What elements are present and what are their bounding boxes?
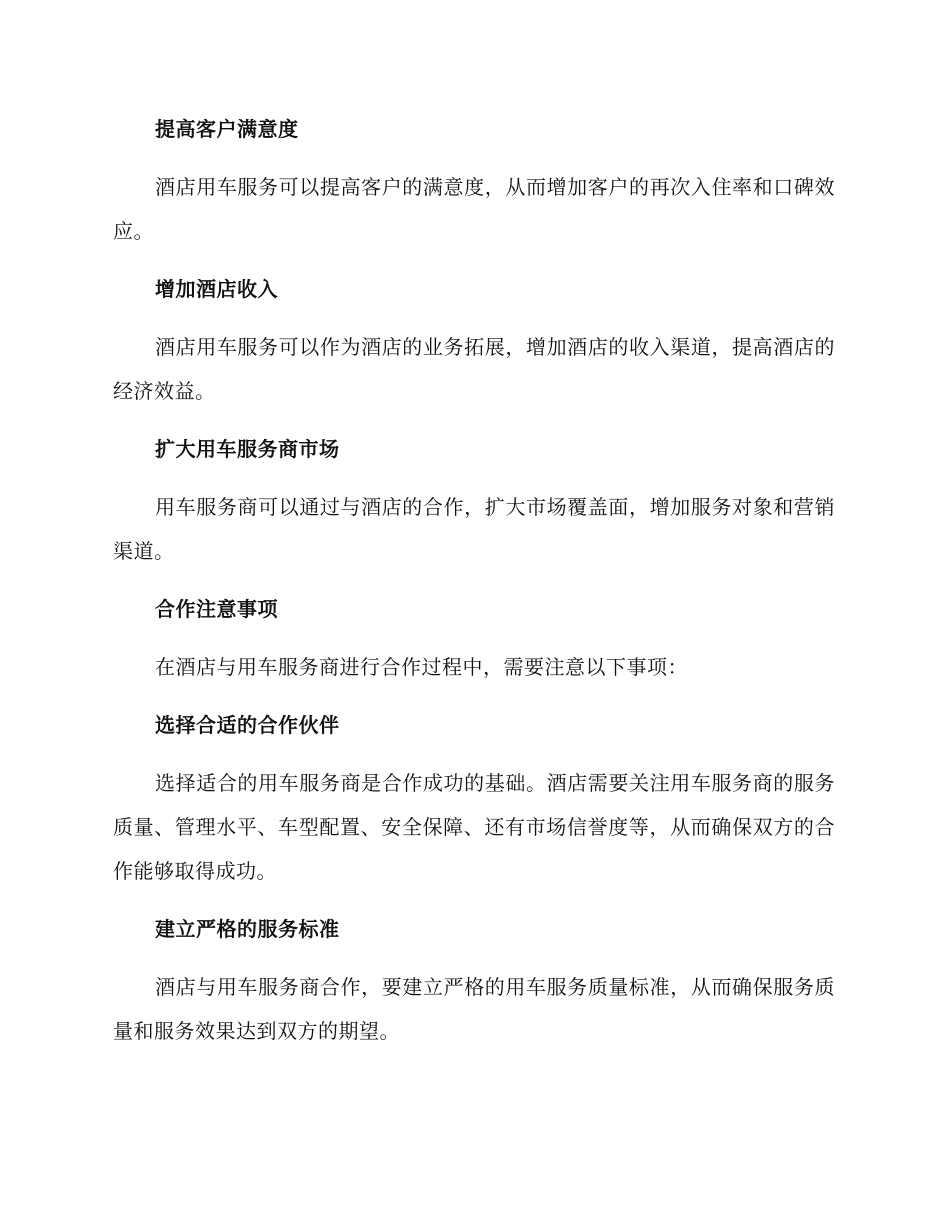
document-content [113, 107, 835, 1067]
section-heading: 扩大用车服务商市场 [155, 437, 340, 461]
section-paragraph: 酒店与用车服务商合作，要建立严格的用车服务质量标准，从而确保服务质量和服务效果达到双方的期望。 [113, 975, 835, 1043]
section-heading: 合作注意事项 [155, 597, 278, 621]
section-heading: 提高客户满意度 [155, 117, 299, 141]
section-heading: 增加酒店收入 [155, 277, 278, 301]
section-paragraph: 选择适合的用车服务商是合作成功的基础。酒店需要关注用车服务商的服务质量、管理水平、车型配置、安全保障、还有市场信誉度等，从而确保双方的合作能够取得成功。 [113, 771, 835, 883]
section-paragraph: 酒店用车服务可以作为酒店的业务拓展，增加酒店的收入渠道，提高酒店的经济效益。 [113, 335, 835, 403]
section-paragraph: 在酒店与用车服务商进行合作过程中，需要注意以下事项： [155, 655, 688, 679]
section-paragraph: 用车服务商可以通过与酒店的合作，扩大市场覆盖面，增加服务对象和营销渠道。 [113, 495, 835, 563]
section-heading: 选择合适的合作伙伴 [155, 713, 340, 737]
section-heading: 建立严格的服务标准 [155, 917, 340, 941]
section-paragraph: 酒店用车服务可以提高客户的满意度，从而增加客户的再次入住率和口碑效应。 [113, 175, 835, 243]
